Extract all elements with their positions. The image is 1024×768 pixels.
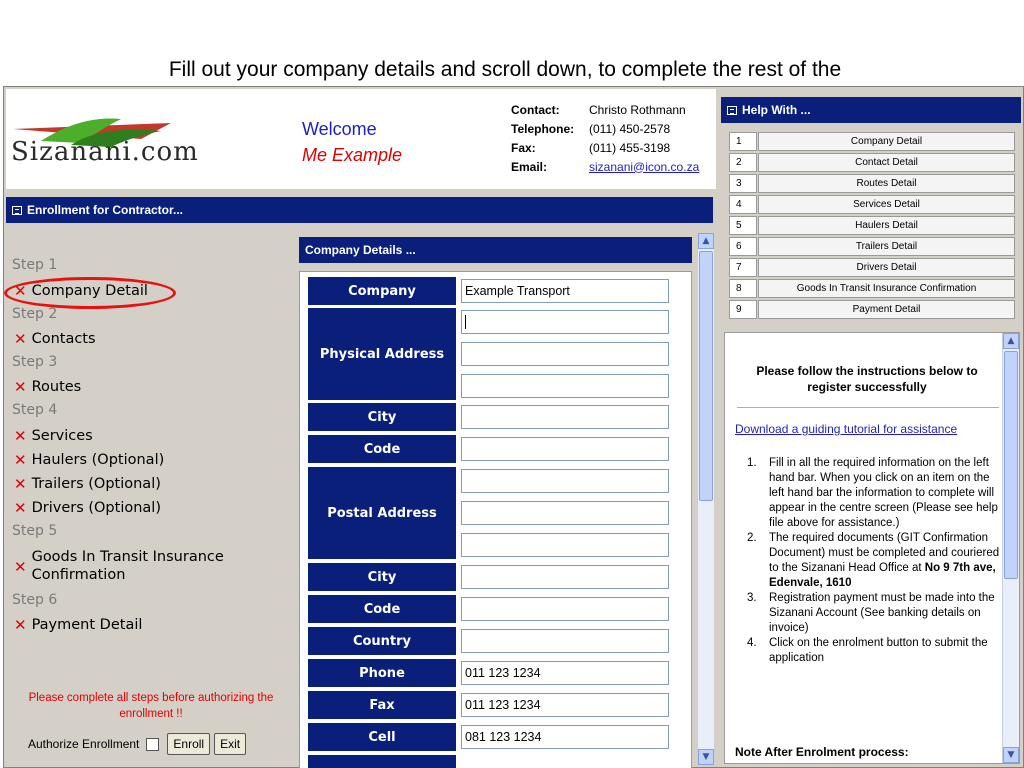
sidebar-item-haulers[interactable]: ✕ Haulers (Optional) (14, 451, 165, 469)
help-topic-num: 1 (729, 132, 757, 151)
list-item: 2. The required documents (GIT Confirmation Document) must be completed and couriered to the Sizanani Head Office at No 9 7th ave, Edenvale, 1610 (747, 532, 1000, 589)
fax-label: Fax: (511, 140, 536, 155)
help-topic-num: 5 (729, 216, 757, 235)
form-row-code (308, 435, 669, 463)
help-topic-row (729, 300, 1015, 320)
scroll-down-icon[interactable]: ▼ (698, 749, 714, 765)
form-title-bar (299, 237, 692, 263)
physical-address-line-1[interactable] (461, 310, 669, 334)
fax-input[interactable]: 011 123 1234 (461, 693, 669, 717)
form-row-next (308, 755, 456, 768)
form-scrollbar[interactable] (697, 233, 714, 765)
field-label: Fax (308, 691, 456, 719)
x-mark-icon: ✕ (14, 378, 27, 396)
field-label: City (308, 563, 456, 591)
sidebar-item-git-insurance[interactable]: ✕ Goods In Transit Insurance Confirmation (14, 549, 224, 583)
authorize-checkbox[interactable] (146, 738, 159, 751)
divider (737, 407, 999, 408)
sidebar-item-drivers[interactable]: ✕ Drivers (Optional) (14, 499, 161, 517)
list-item: 4. Click on the enrolment button to submit the application (747, 637, 988, 664)
postal-address-line-1[interactable] (461, 469, 669, 493)
help-topic-button[interactable]: Drivers Detail (758, 258, 1015, 277)
help-topic-row (729, 216, 1015, 236)
help-topic-row (729, 174, 1015, 194)
x-mark-icon: ✕ (14, 616, 27, 634)
telephone-row (511, 119, 699, 138)
x-mark-icon: ✕ (14, 427, 27, 445)
physical-address-line-3[interactable] (461, 374, 669, 398)
notice-text: Please complete all steps before authorizing the enrollment !! (28, 692, 274, 720)
form-row-postal-city (308, 563, 669, 591)
help-panel (721, 89, 1023, 767)
contact-value: Christo Rothmann (589, 102, 686, 117)
contact-label: Contact: (511, 102, 560, 117)
country-input[interactable] (461, 629, 669, 653)
field-label: Postal Address (308, 467, 456, 559)
field-label: Code (308, 595, 456, 623)
app-window (3, 86, 1024, 768)
field-label: Code (308, 435, 456, 463)
code-input[interactable] (461, 437, 669, 461)
field-label: Country (308, 627, 456, 655)
physical-address-line-2[interactable] (461, 342, 669, 366)
form-row-postal-code (308, 595, 669, 623)
help-topic-row (729, 237, 1015, 257)
help-topic-button[interactable]: Goods In Transit Insurance Confirmation (758, 279, 1015, 298)
logo (11, 111, 251, 171)
telephone-value: (011) 450-2578 (589, 121, 671, 136)
telephone-label: Telephone: (511, 121, 575, 136)
exit-button[interactable]: Exit (214, 733, 246, 755)
form-body (299, 271, 692, 768)
scroll-up-icon[interactable]: ▲ (1003, 333, 1019, 349)
help-body-title: Please follow the instructions below to register successfully (756, 364, 978, 394)
fax-row (511, 138, 699, 157)
list-item: 3. Registration payment must be made into the Sizanani Account (See banking details on invoice) (747, 592, 995, 634)
x-mark-icon: ✕ (14, 282, 27, 300)
help-topic-button[interactable]: Company Detail (758, 132, 1015, 151)
field-label: Physical Address (308, 308, 456, 400)
step-label: Step 2 (12, 306, 58, 322)
field-label: Company (308, 277, 456, 305)
sidebar-item-services[interactable]: ✕ Services (14, 427, 93, 445)
sidebar-item-contacts[interactable]: ✕ Contacts (14, 330, 96, 348)
user-name: Me Example (302, 145, 403, 165)
form-row-postal-address (308, 467, 669, 559)
note-heading: Note After Enrolment process: (735, 745, 909, 759)
steps-sidebar (6, 225, 292, 767)
company-details-panel (296, 233, 716, 767)
field-label-cut (308, 755, 456, 768)
form-title: Company Details ... (305, 243, 416, 257)
help-topic-num: 4 (729, 195, 757, 214)
form-icon (12, 206, 22, 215)
authorize-label: Authorize Enrollment (28, 737, 140, 751)
x-mark-icon: ✕ (14, 475, 27, 493)
welcome-label: Welcome (302, 119, 377, 139)
email-label: Email: (511, 159, 548, 174)
x-mark-icon: ✕ (14, 499, 27, 517)
slide-title: Fill out your company details and scroll down, to complete the rest of the (168, 58, 842, 81)
help-title: Help With ... (742, 103, 811, 117)
help-topic-num: 9 (729, 300, 757, 319)
step-label: Step 5 (12, 523, 58, 539)
help-topic-num: 7 (729, 258, 757, 277)
authorize-row (28, 733, 250, 755)
x-mark-icon: ✕ (14, 330, 27, 348)
help-topic-num: 2 (729, 153, 757, 172)
help-topic-row (729, 153, 1015, 173)
help-topic-row (729, 258, 1015, 278)
sidebar-item-payment-detail[interactable]: ✕ Payment Detail (14, 616, 143, 634)
help-topic-button[interactable]: Trailers Detail (758, 237, 1015, 256)
x-mark-icon: ✕ (14, 451, 27, 469)
help-topic-button[interactable]: Contact Detail (758, 153, 1015, 172)
help-topic-row (729, 132, 1015, 152)
help-topic-button[interactable]: Routes Detail (758, 174, 1015, 193)
help-topic-row (729, 195, 1015, 215)
highlight-circle (4, 277, 176, 309)
form-row-city (308, 403, 669, 431)
contact-row (511, 100, 699, 119)
enrollment-title: Enrollment for Contractor... (27, 203, 184, 217)
scroll-thumb[interactable] (699, 251, 713, 501)
help-topic-button[interactable]: Haulers Detail (758, 216, 1015, 235)
help-topic-num: 6 (729, 237, 757, 256)
form-row-fax (308, 691, 669, 719)
contact-info (511, 100, 699, 176)
scroll-up-icon[interactable]: ▲ (698, 233, 714, 249)
help-title-bar (721, 97, 1021, 123)
email-link[interactable]: sizanani@icon.co.za (589, 159, 700, 174)
help-topic-button[interactable]: Payment Detail (758, 300, 1015, 319)
help-instructions (724, 332, 1020, 764)
logo-text: Sizanani.com (11, 137, 199, 167)
sidebar-item-trailers[interactable]: ✕ Trailers (Optional) (14, 475, 161, 493)
postal-address-line-3[interactable] (461, 533, 669, 557)
sidebar-item-company-detail[interactable]: ✕ Company Detail (14, 282, 148, 300)
list-item: 1. Fill in all the required information on the left hand bar. When you click on an item on the left hand bar the information to complete will appear in the centre screen (Please see help file above for assistance.) (747, 457, 998, 529)
field-label: Phone (308, 659, 456, 687)
step-label: Step 6 (12, 592, 58, 608)
enroll-button[interactable]: Enroll (167, 733, 210, 755)
form-row-phone (308, 659, 669, 687)
enrollment-bar (6, 197, 713, 223)
sidebar-item-routes[interactable]: ✕ Routes (14, 378, 82, 396)
cell-input[interactable]: 081 123 1234 (461, 725, 669, 749)
header (6, 89, 716, 189)
postal-address-line-2[interactable] (461, 501, 669, 525)
email-row (511, 157, 699, 176)
form-row-physical-address (308, 308, 669, 400)
scroll-thumb[interactable] (1004, 351, 1018, 579)
company-input[interactable]: Example Transport (461, 279, 669, 303)
city-input[interactable] (461, 405, 669, 429)
x-mark-icon: ✕ (14, 558, 27, 576)
fax-value: (011) 455-3198 (589, 140, 671, 155)
help-topic-row (729, 279, 1015, 299)
scroll-down-icon[interactable]: ▼ (1003, 747, 1019, 763)
form-row-cell (308, 723, 669, 751)
phone-input[interactable]: 011 123 1234 (461, 661, 669, 685)
step-label: Step 1 (12, 257, 58, 273)
form-row-company (308, 277, 669, 305)
help-topic-num: 8 (729, 279, 757, 298)
step-label: Step 4 (12, 402, 58, 418)
instructions-list (735, 456, 1003, 666)
help-scrollbar[interactable] (1002, 333, 1019, 763)
help-topic-num: 3 (729, 174, 757, 193)
download-tutorial-link[interactable]: Download a guiding tutorial for assistance (735, 422, 958, 436)
postal-city-input[interactable] (461, 565, 669, 589)
help-topic-button[interactable]: Services Detail (758, 195, 1015, 214)
field-label: Cell (308, 723, 456, 751)
form-row-country (308, 627, 669, 655)
field-label: City (308, 403, 456, 431)
step-label: Step 3 (12, 354, 58, 370)
postal-code-input[interactable] (461, 597, 669, 621)
form-icon (727, 106, 737, 115)
